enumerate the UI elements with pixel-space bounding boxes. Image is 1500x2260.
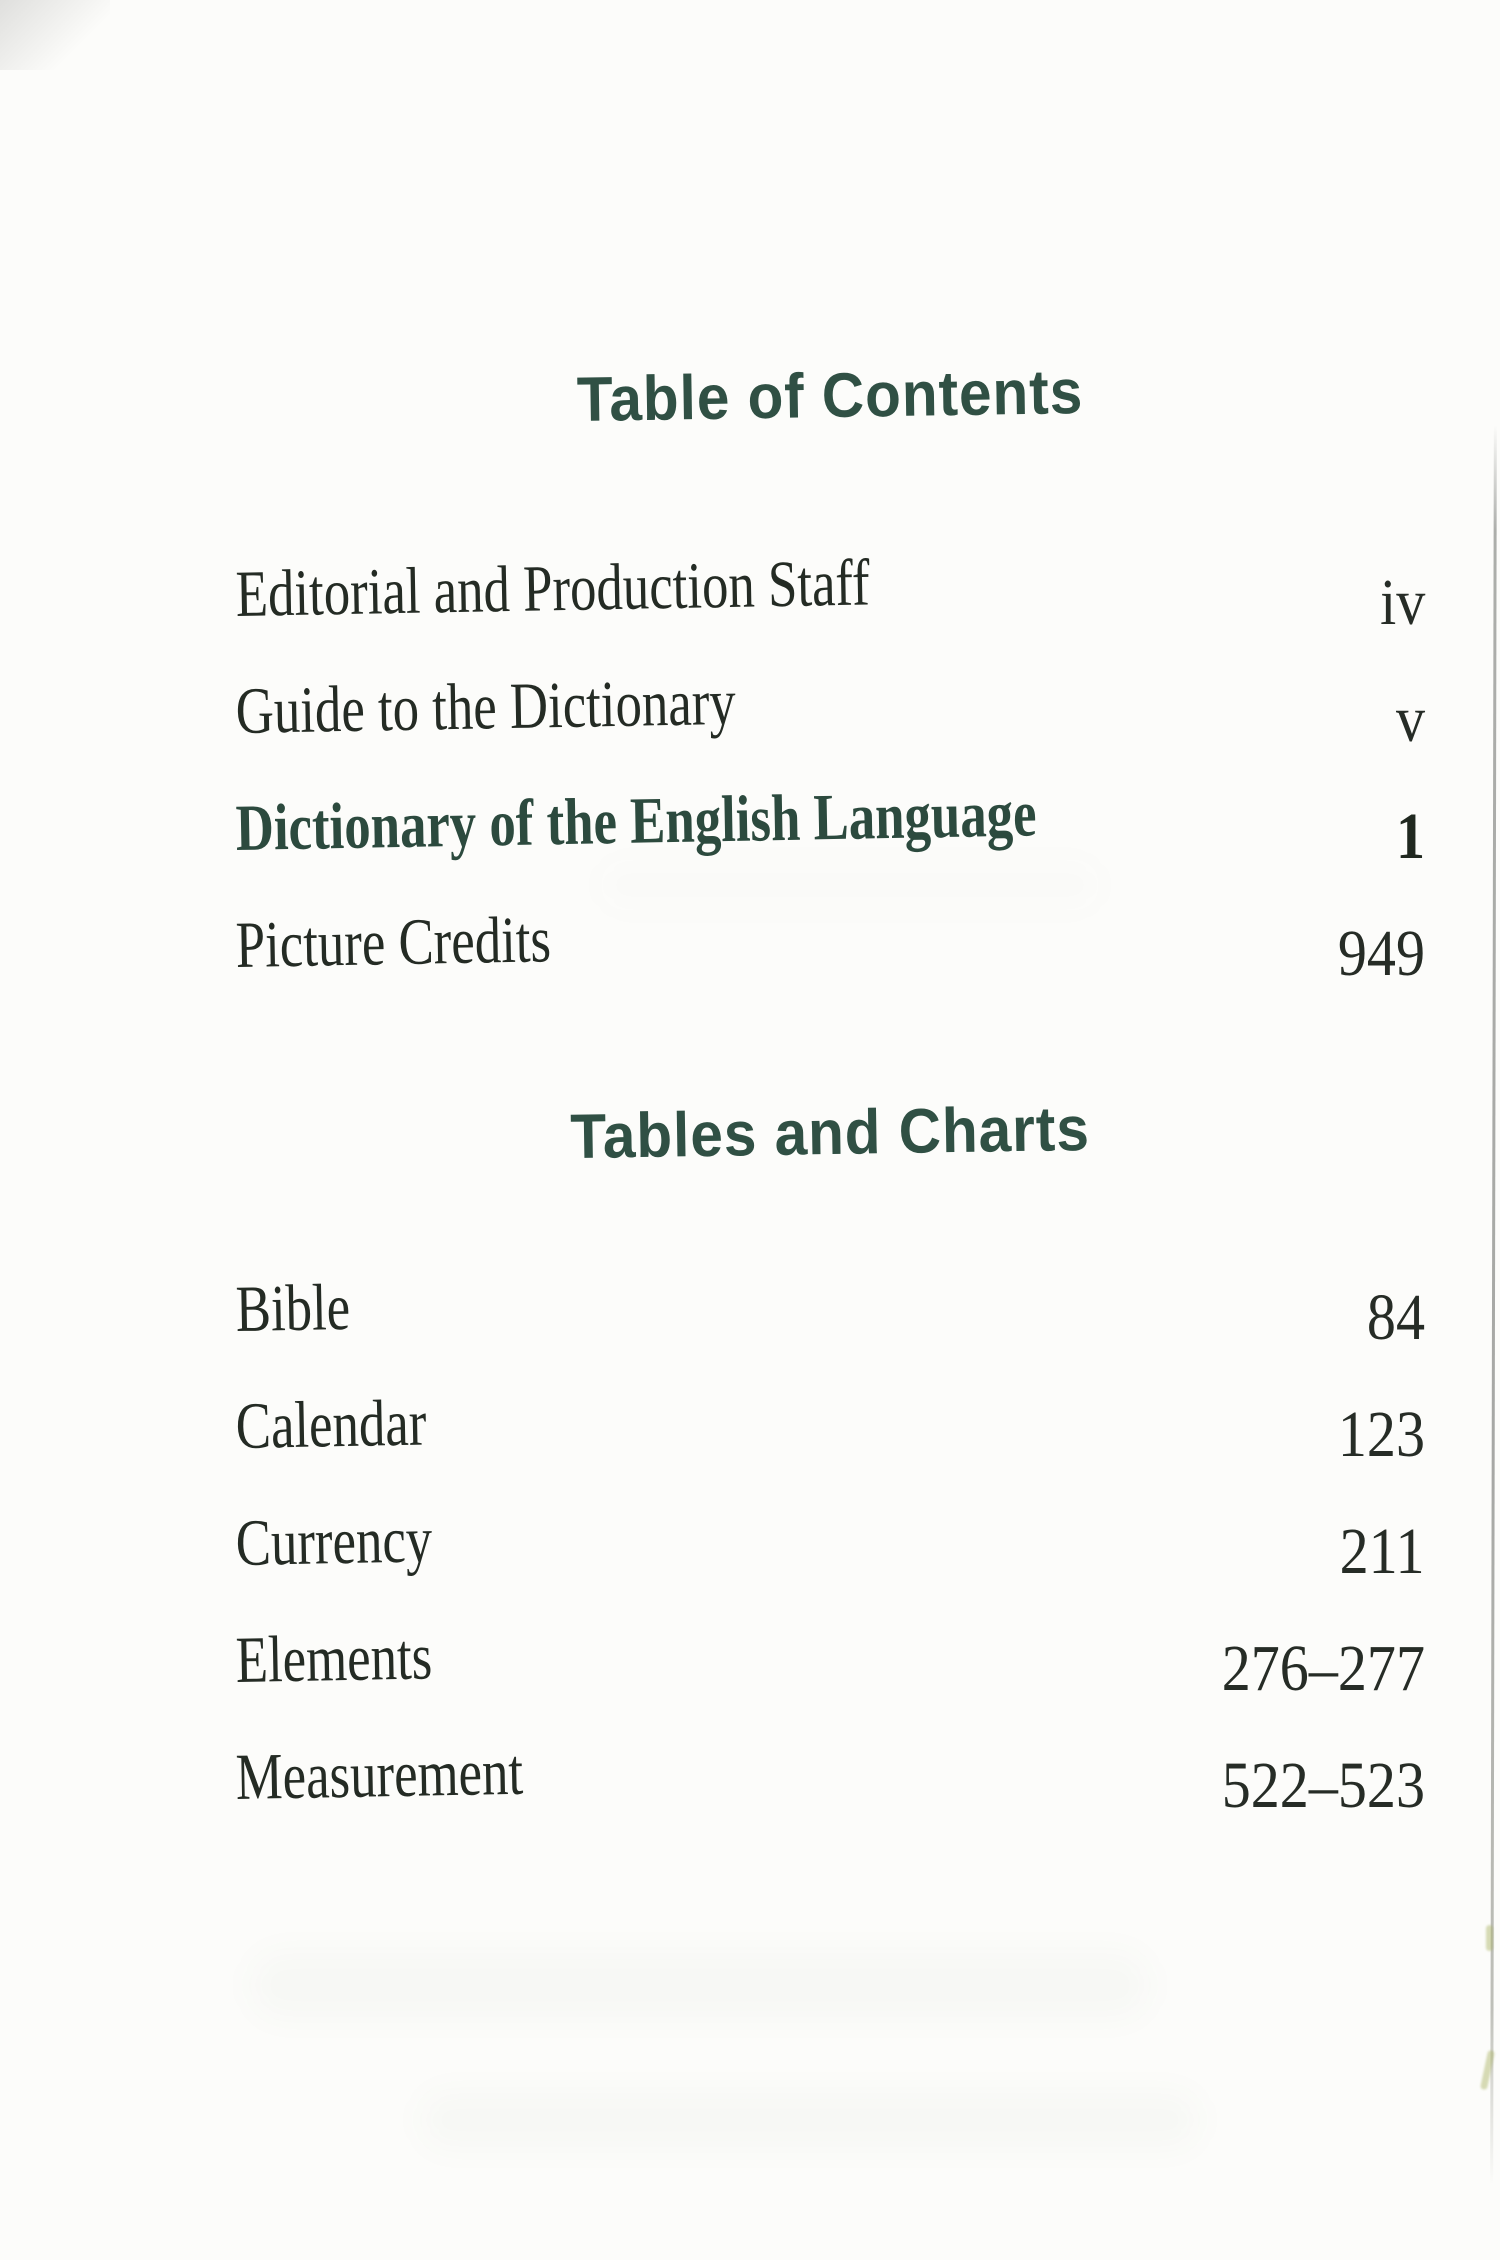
tables-and-charts-heading — [236, 1093, 1425, 1173]
scan-ghost-artifact — [250, 1950, 1150, 2020]
tables-entry-label: Elements — [235, 1620, 433, 1697]
tables-entry-label: Currency — [235, 1503, 433, 1580]
toc-entry-list — [235, 546, 1425, 990]
toc-entry-row — [235, 903, 1425, 990]
toc-entry-label: Guide to the Dictionary — [235, 665, 737, 748]
tables-entry-row — [235, 1270, 1425, 1354]
toc-entry-page-number: v — [1395, 683, 1425, 756]
tables-and-charts-heading-text: Tables and Charts — [570, 1093, 1091, 1173]
scan-corner-smudge — [0, 0, 110, 70]
tables-entry-page-number: 211 — [1340, 1515, 1425, 1588]
tables-entry-row — [235, 1503, 1425, 1588]
toc-entry-label: Editorial and Production Staff — [235, 546, 871, 631]
tables-entry-row — [235, 1735, 1425, 1822]
tables-entry-row — [235, 1386, 1425, 1471]
toc-entry-page-number: iv — [1379, 566, 1425, 639]
page-content — [0, 357, 1500, 1822]
toc-entry-label: Dictionary of the English Language — [235, 777, 1038, 865]
tables-entry-page-number: 522–523 — [1221, 1749, 1425, 1822]
toc-entry-row — [235, 546, 1425, 639]
toc-heading-text: Table of Contents — [576, 357, 1085, 435]
tables-entry-page-number: 84 — [1366, 1281, 1425, 1354]
toc-entry-row — [235, 665, 1425, 756]
toc-heading — [236, 357, 1425, 435]
toc-entry-row — [235, 777, 1425, 873]
tables-entry-label: Calendar — [235, 1386, 427, 1463]
tables-and-charts-entry-list — [235, 1270, 1425, 1822]
toc-entry-label: Picture Credits — [235, 903, 552, 982]
tables-entry-row — [235, 1620, 1425, 1705]
toc-entry-page-number: 949 — [1337, 917, 1425, 990]
toc-entry-page-number: 1 — [1395, 800, 1425, 873]
tables-entry-page-number: 276–277 — [1221, 1632, 1425, 1705]
scan-speck — [1486, 1925, 1493, 1951]
tables-entry-page-number: 123 — [1337, 1398, 1425, 1471]
scan-ghost-artifact — [420, 2090, 1200, 2150]
scan-speck — [1480, 2050, 1495, 2091]
tables-entry-label: Measurement — [235, 1735, 524, 1814]
tables-entry-label: Bible — [235, 1270, 351, 1346]
